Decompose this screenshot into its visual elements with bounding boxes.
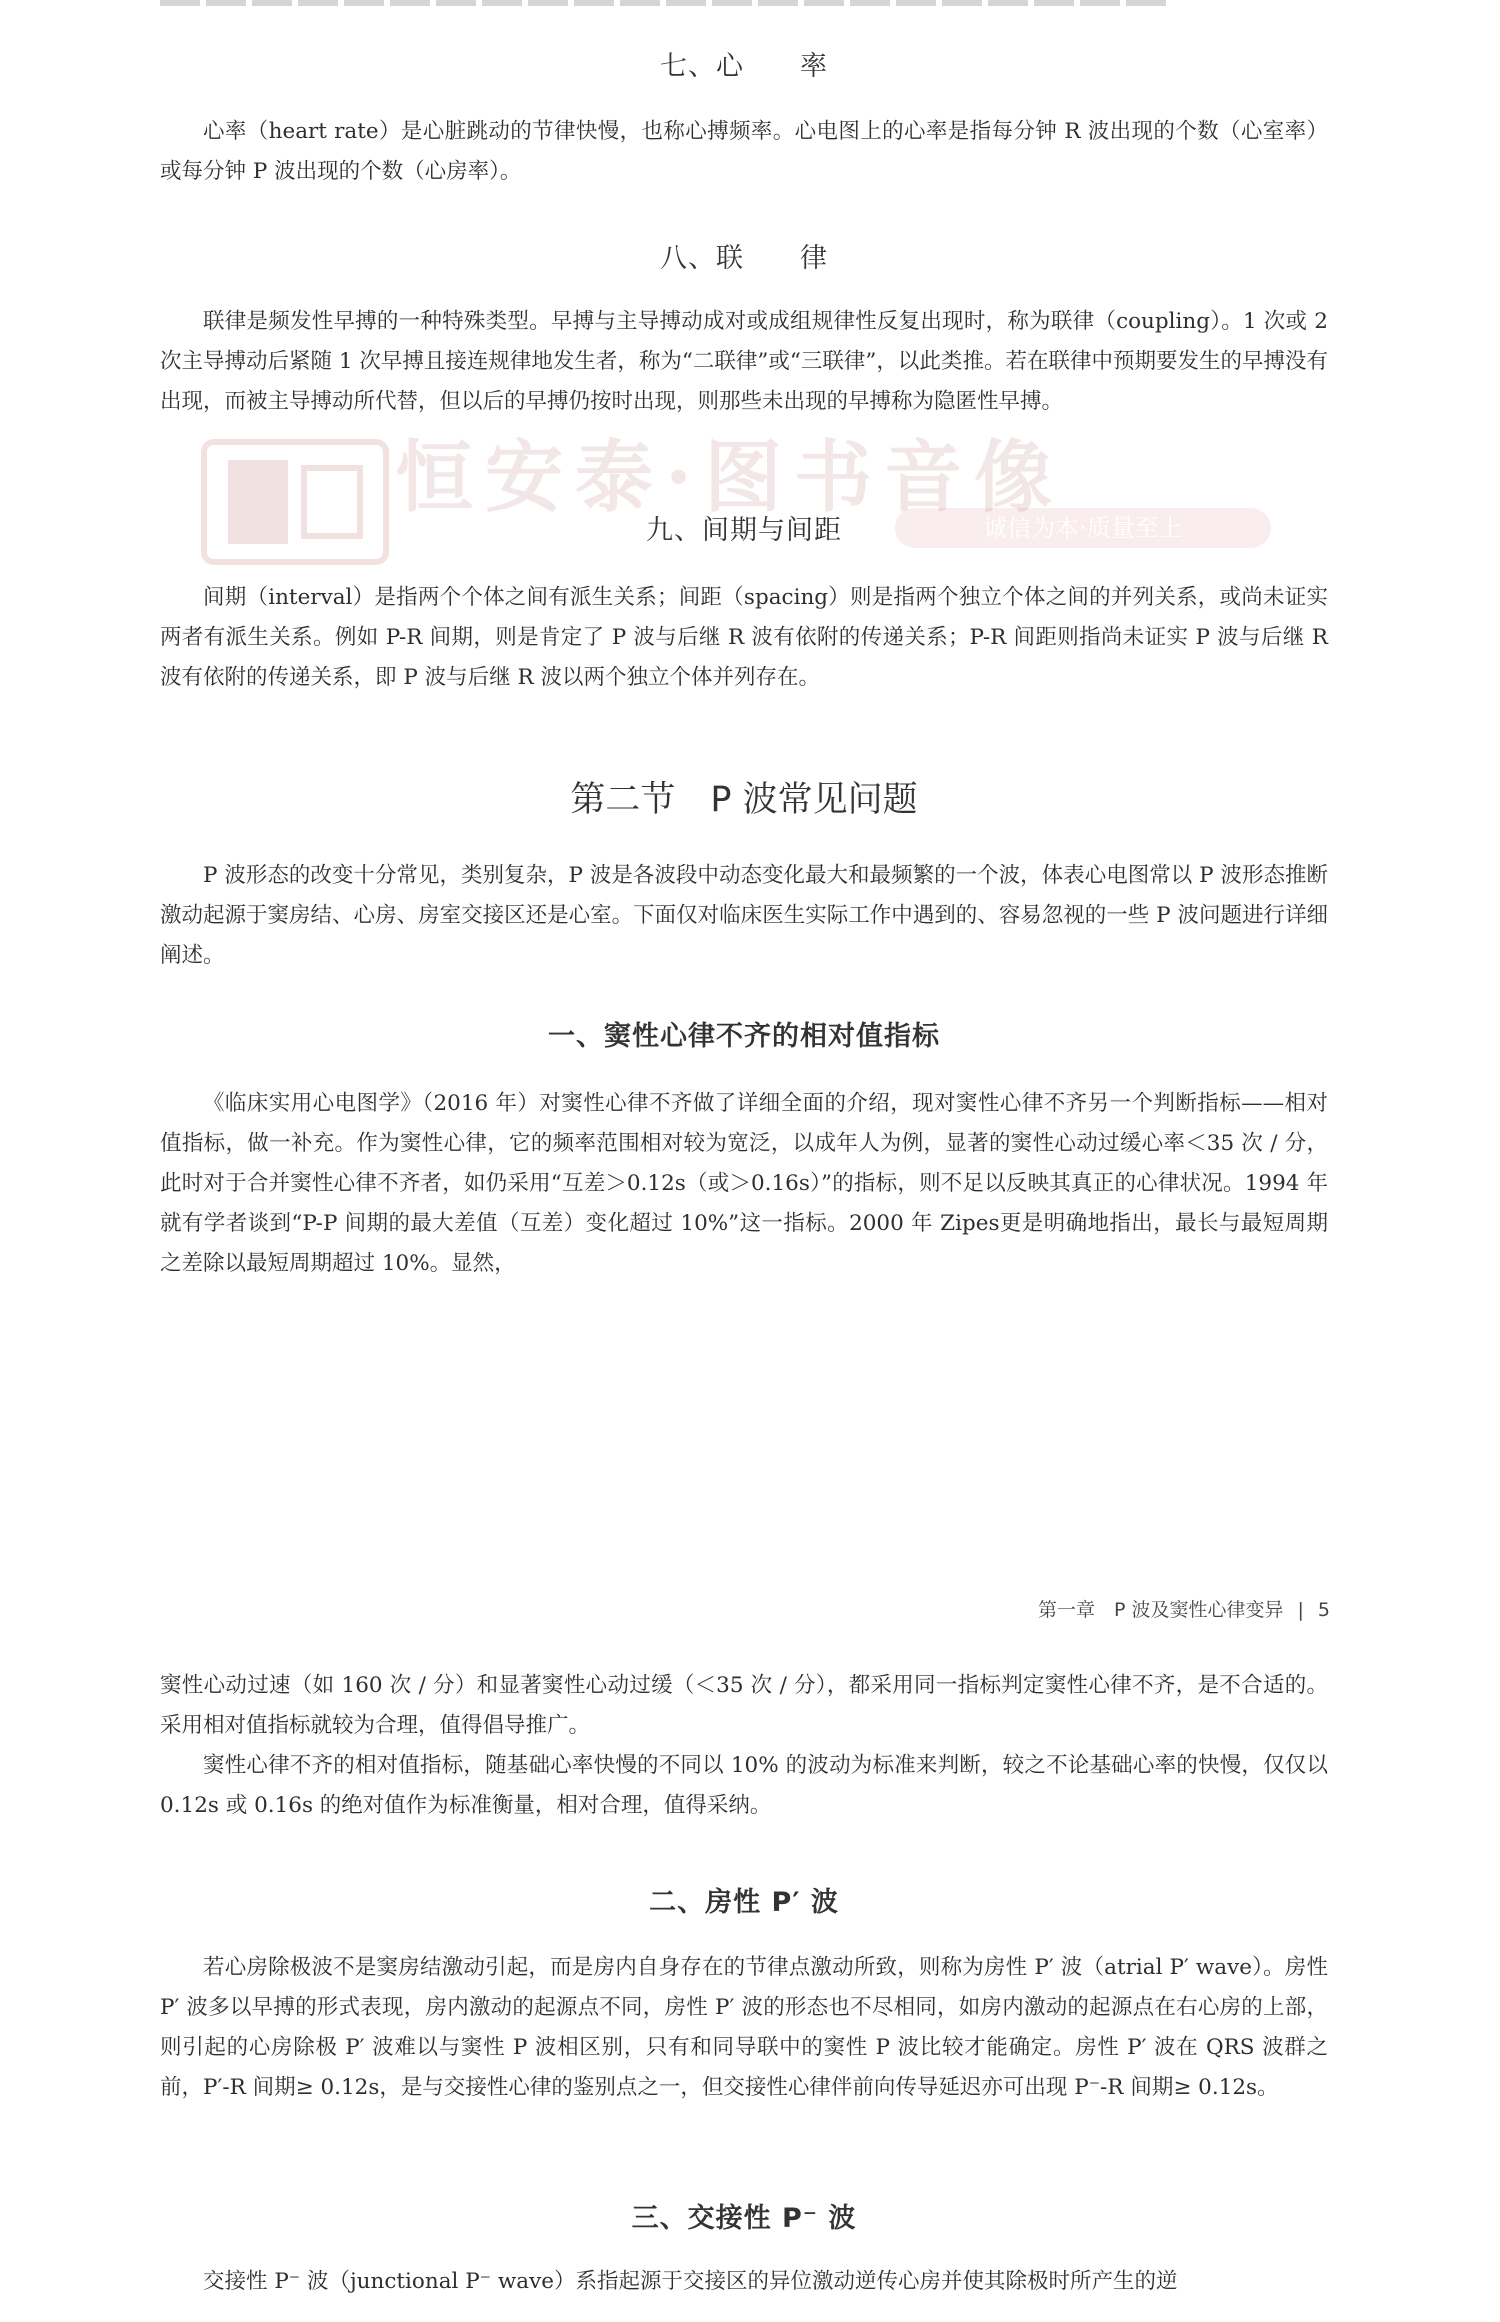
- paragraph-sinus-arrhythmia-cont: 窦性心动过速（如 160 次 / 分）和显著窦性心动过缓（＜35 次 / 分），都采用同一指标判定窦性心律不齐，是不合适的。采用相对值指标就较为合理，值得倡导推广。: [160, 1673, 1328, 1738]
- watermark-slogan: 诚信为本·质量至上: [895, 508, 1271, 548]
- cropped-top-text-line: [160, 0, 1170, 6]
- paragraph-junctional-p-wave: 交接性 P⁻ 波（junctional P⁻ wave）系指起源于交接区的异位激动逆传心房并使其除极时所产生的逆: [203, 2269, 1178, 2294]
- paragraph-coupling: 联律是频发性早搏的一种特殊类型。早搏与主导搏动成对或成组规律性反复出现时，称为联律（coupling）。1 次或 2 次主导搏动后紧随 1 次早搏且接连规律地发生者，称为“二联律”或“三联律”，以此类推。若在联律中预期要发生的早搏没有出现，而被主导搏动所代替，但以后的早搏仍按时出现，则那些未出现的早搏称为隐匿性早搏。: [160, 309, 1328, 414]
- running-head: 第一章 P 波及窦性心律变异 | 5: [1038, 1599, 1330, 1621]
- section-title-heart-rate: 七、心 率: [660, 51, 828, 82]
- paragraph-atrial-p-wave: 若心房除极波不是窦房结激动引起，而是房内自身存在的节律点激动所致，则称为房性 P′ 波（atrial P′ wave）。房性 P′ 波多以早搏的形式表现，房内激动的起源点不同，房性 P′ 波的形态也不尽相同，如房内激动的起源点在右心房的上部，则引起的心房除极 P′ 波难以与窦性 P 波相区别，只有和同导联中的窦性 P 波比较才能确定。房性 P′ 波在 QRS 波群之前，P′-R 间期≥ 0.12s，是与交接性心律的鉴别点之一，但交接性心律伴前向传导延迟亦可出现 P⁻-R 间期≥ 0.12s。: [160, 1955, 1328, 2100]
- section-title-sinus-arrhythmia: 一、窦性心律不齐的相对值指标: [548, 1021, 940, 1052]
- paragraph-sinus-arrhythmia: 《临床实用心电图学》（2016 年）对窦性心律不齐做了详细全面的介绍，现对窦性心律不齐另一个判断指标——相对值指标，做一补充。作为窦性心律，它的频率范围相对较为宽泛，以成年人为例，显著的窦性心动过缓心率＜35 次 / 分，此时对于合并窦性心律不齐者，如仍采用“互差＞0.12s（或＞0.16s）”的指标，则不足以反映其真正的心律状况。1994 年就有学者谈到“P-P 间期的最大差值（互差）变化超过 10%”这一指标。2000 年 Zipes更是明确地指出，最长与最短周期之差除以最短周期超过 10%。显然，: [160, 1091, 1328, 1276]
- section-title-atrial-p-wave: 二、房性 P′ 波: [649, 1887, 839, 1918]
- paragraph-heart-rate: 心率（heart rate）是心脏跳动的节律快慢，也称心搏频率。心电图上的心率是指每分钟 R 波出现的个数（心室率）或每分钟 P 波出现的个数（心房率）。: [160, 119, 1328, 184]
- paragraph-p-wave-intro: P 波形态的改变十分常见，类别复杂，P 波是各波段中动态变化最大和最频繁的一个波，体表心电图常以 P 波形态推断激动起源于窦房结、心房、房室交接区还是心室。下面仅对临床医生实际工作中遇到的、容易忽视的一些 P 波问题进行详细阐述。: [160, 863, 1328, 968]
- paragraph-interval: 间期（interval）是指两个个体之间有派生关系；间距（spacing）则是指两个独立个体之间的并列关系，或尚未证实两者有派生关系。例如 P-R 间期，则是肯定了 P 波与后继 R 波有依附的传递关系；P-R 间距则指尚未证实 P 波与后继 R 波有依附的传递关系，即 P 波与后继 R 波以两个独立个体并列存在。: [160, 585, 1328, 690]
- chapter-section-title: 第二节 P 波常见问题: [570, 780, 918, 820]
- section-title-coupling: 八、联 律: [660, 243, 828, 274]
- section-title-junctional-p-wave: 三、交接性 P⁻ 波: [631, 2203, 857, 2234]
- paragraph-relative-index: 窦性心律不齐的相对值指标，随基础心率快慢的不同以 10% 的波动为标准来判断，较之不论基础心率的快慢，仅仅以 0.12s 或 0.16s 的绝对值作为标准衡量，相对合理，值得采纳。: [160, 1753, 1328, 1818]
- page-number: 5: [1317, 1599, 1330, 1621]
- watermark-text: 恒安泰·图书音像: [395, 432, 1065, 523]
- running-head-chapter: 第一章 P 波及窦性心律变异: [1038, 1599, 1284, 1621]
- section-title-interval: 九、间期与间距: [646, 515, 842, 546]
